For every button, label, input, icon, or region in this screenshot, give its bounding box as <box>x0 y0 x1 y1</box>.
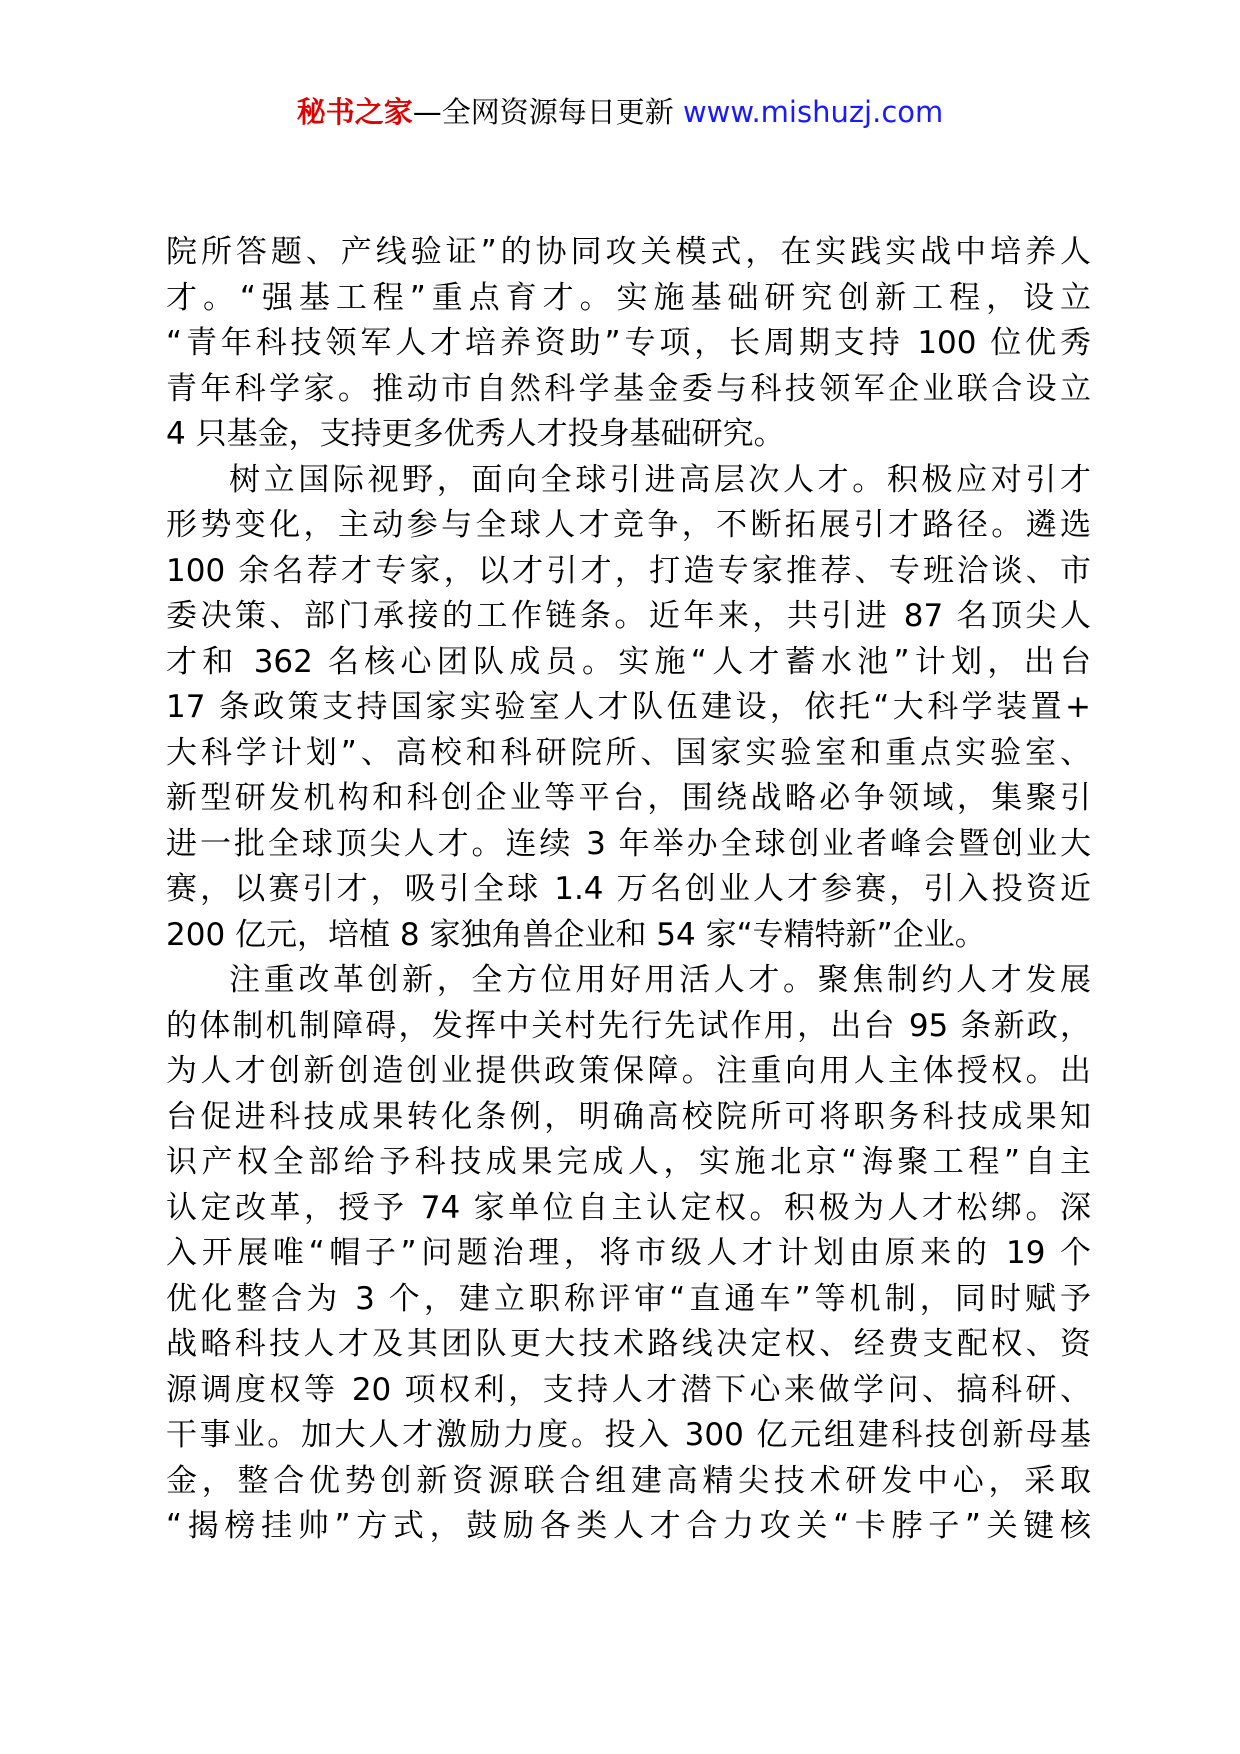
text-line: “揭榜挂帅”方式，鼓励各类人才合力攻关“卡脖子”关键核 <box>166 1508 1091 1544</box>
text-line: 4 只基金，支持更多优秀人才投身基础研究。 <box>166 416 785 452</box>
text-line: 战略科技人才及其团队更大技术路线决定权、经费支配权、资 <box>166 1326 1091 1362</box>
paragraph-start-line: 树立国际视野，面向全球引进高层次人才。积极应对引才 <box>229 461 1091 498</box>
text-line: 优化整合为 3 个，建立职称评审“直通车”等机制，同时赋予 <box>166 1280 1091 1317</box>
site-brand: 秘书之家 <box>296 95 413 129</box>
text-line: 青年科学家。推动市自然科学基金委与科技领军企业联合设立 <box>166 370 1091 407</box>
paragraph-start-line: 注重改革创新，全方位用好用活人才。聚焦制约人才发展 <box>229 962 1091 998</box>
text-line: 识产权全部给予科技成果完成人，实施北京“海聚工程”自主 <box>166 1144 1091 1180</box>
text-line: 赛，以赛引才，吸引全球 1.4 万名创业人才参赛，引入投资近 <box>166 871 1091 907</box>
text-line: 17 条政策支持国家实验室人才队伍建设，依托“大科学装置+ <box>166 689 1091 725</box>
text-line: 台促进科技成果转化条例，明确高校院所可将职务科技成果知 <box>166 1098 1091 1135</box>
text-line: 才。“强基工程”重点育才。实施基础研究创新工程，设立 <box>166 279 1091 316</box>
text-line: 源调度权等 20 项权利，支持人才潜下心来做学问、搞科研、 <box>166 1371 1091 1408</box>
text-line: 大科学计划”、高校和科研院所、国家实验室和重点实验室、 <box>166 734 1091 771</box>
text-line: 100 余名荐才专家，以才引才，打造专家推荐、专班洽谈、市 <box>166 552 1091 589</box>
text-line: 进一批全球顶尖人才。连续 3 年举办全球创业者峰会暨创业大 <box>166 825 1091 862</box>
document-body <box>166 230 1091 1550</box>
text-line: 金，整合优势创新资源联合组建高精尖技术研发中心，采取 <box>166 1462 1091 1499</box>
text-line: 委决策、部门承接的工作链条。近年来，共引进 87 名顶尖人 <box>166 598 1091 634</box>
text-line: 形势变化，主动参与全球人才竞争，不断拓展引才路径。遴选 <box>166 507 1091 543</box>
text-line: 入开展唯“帽子”问题治理，将市级人才计划由原来的 19 个 <box>166 1235 1091 1271</box>
site-slogan: —全网资源每日更新 <box>412 95 674 129</box>
site-url-link[interactable]: www.mishuzj.com <box>682 95 944 129</box>
text-line: 认定改革，授予 74 家单位自主认定权。积极为人才松绑。深 <box>166 1189 1091 1226</box>
text-line: 院所答题、产线验证”的协同攻关模式，在实践实战中培养人 <box>166 234 1091 270</box>
text-line: 为人才创新创造创业提供政策保障。注重向用人主体授权。出 <box>166 1053 1091 1089</box>
page-header <box>0 92 1240 132</box>
text-line: “青年科技领军人才培养资助”专项，长周期支持 100 位优秀 <box>166 325 1091 361</box>
text-line: 200 亿元，培植 8 家独角兽企业和 54 家“专精特新”企业。 <box>166 916 986 953</box>
text-line: 新型研发机构和科创企业等平台，围绕战略必争领域，集聚引 <box>166 780 1091 816</box>
text-line: 的体制机制障碍，发挥中关村先行先试作用，出台 95 条新政， <box>166 1007 1091 1044</box>
text-line: 干事业。加大人才激励力度。投入 300 亿元组建科技创新母基 <box>166 1417 1091 1453</box>
text-line: 才和 362 名核心团队成员。实施“人才蓄水池”计划，出台 <box>166 643 1091 680</box>
